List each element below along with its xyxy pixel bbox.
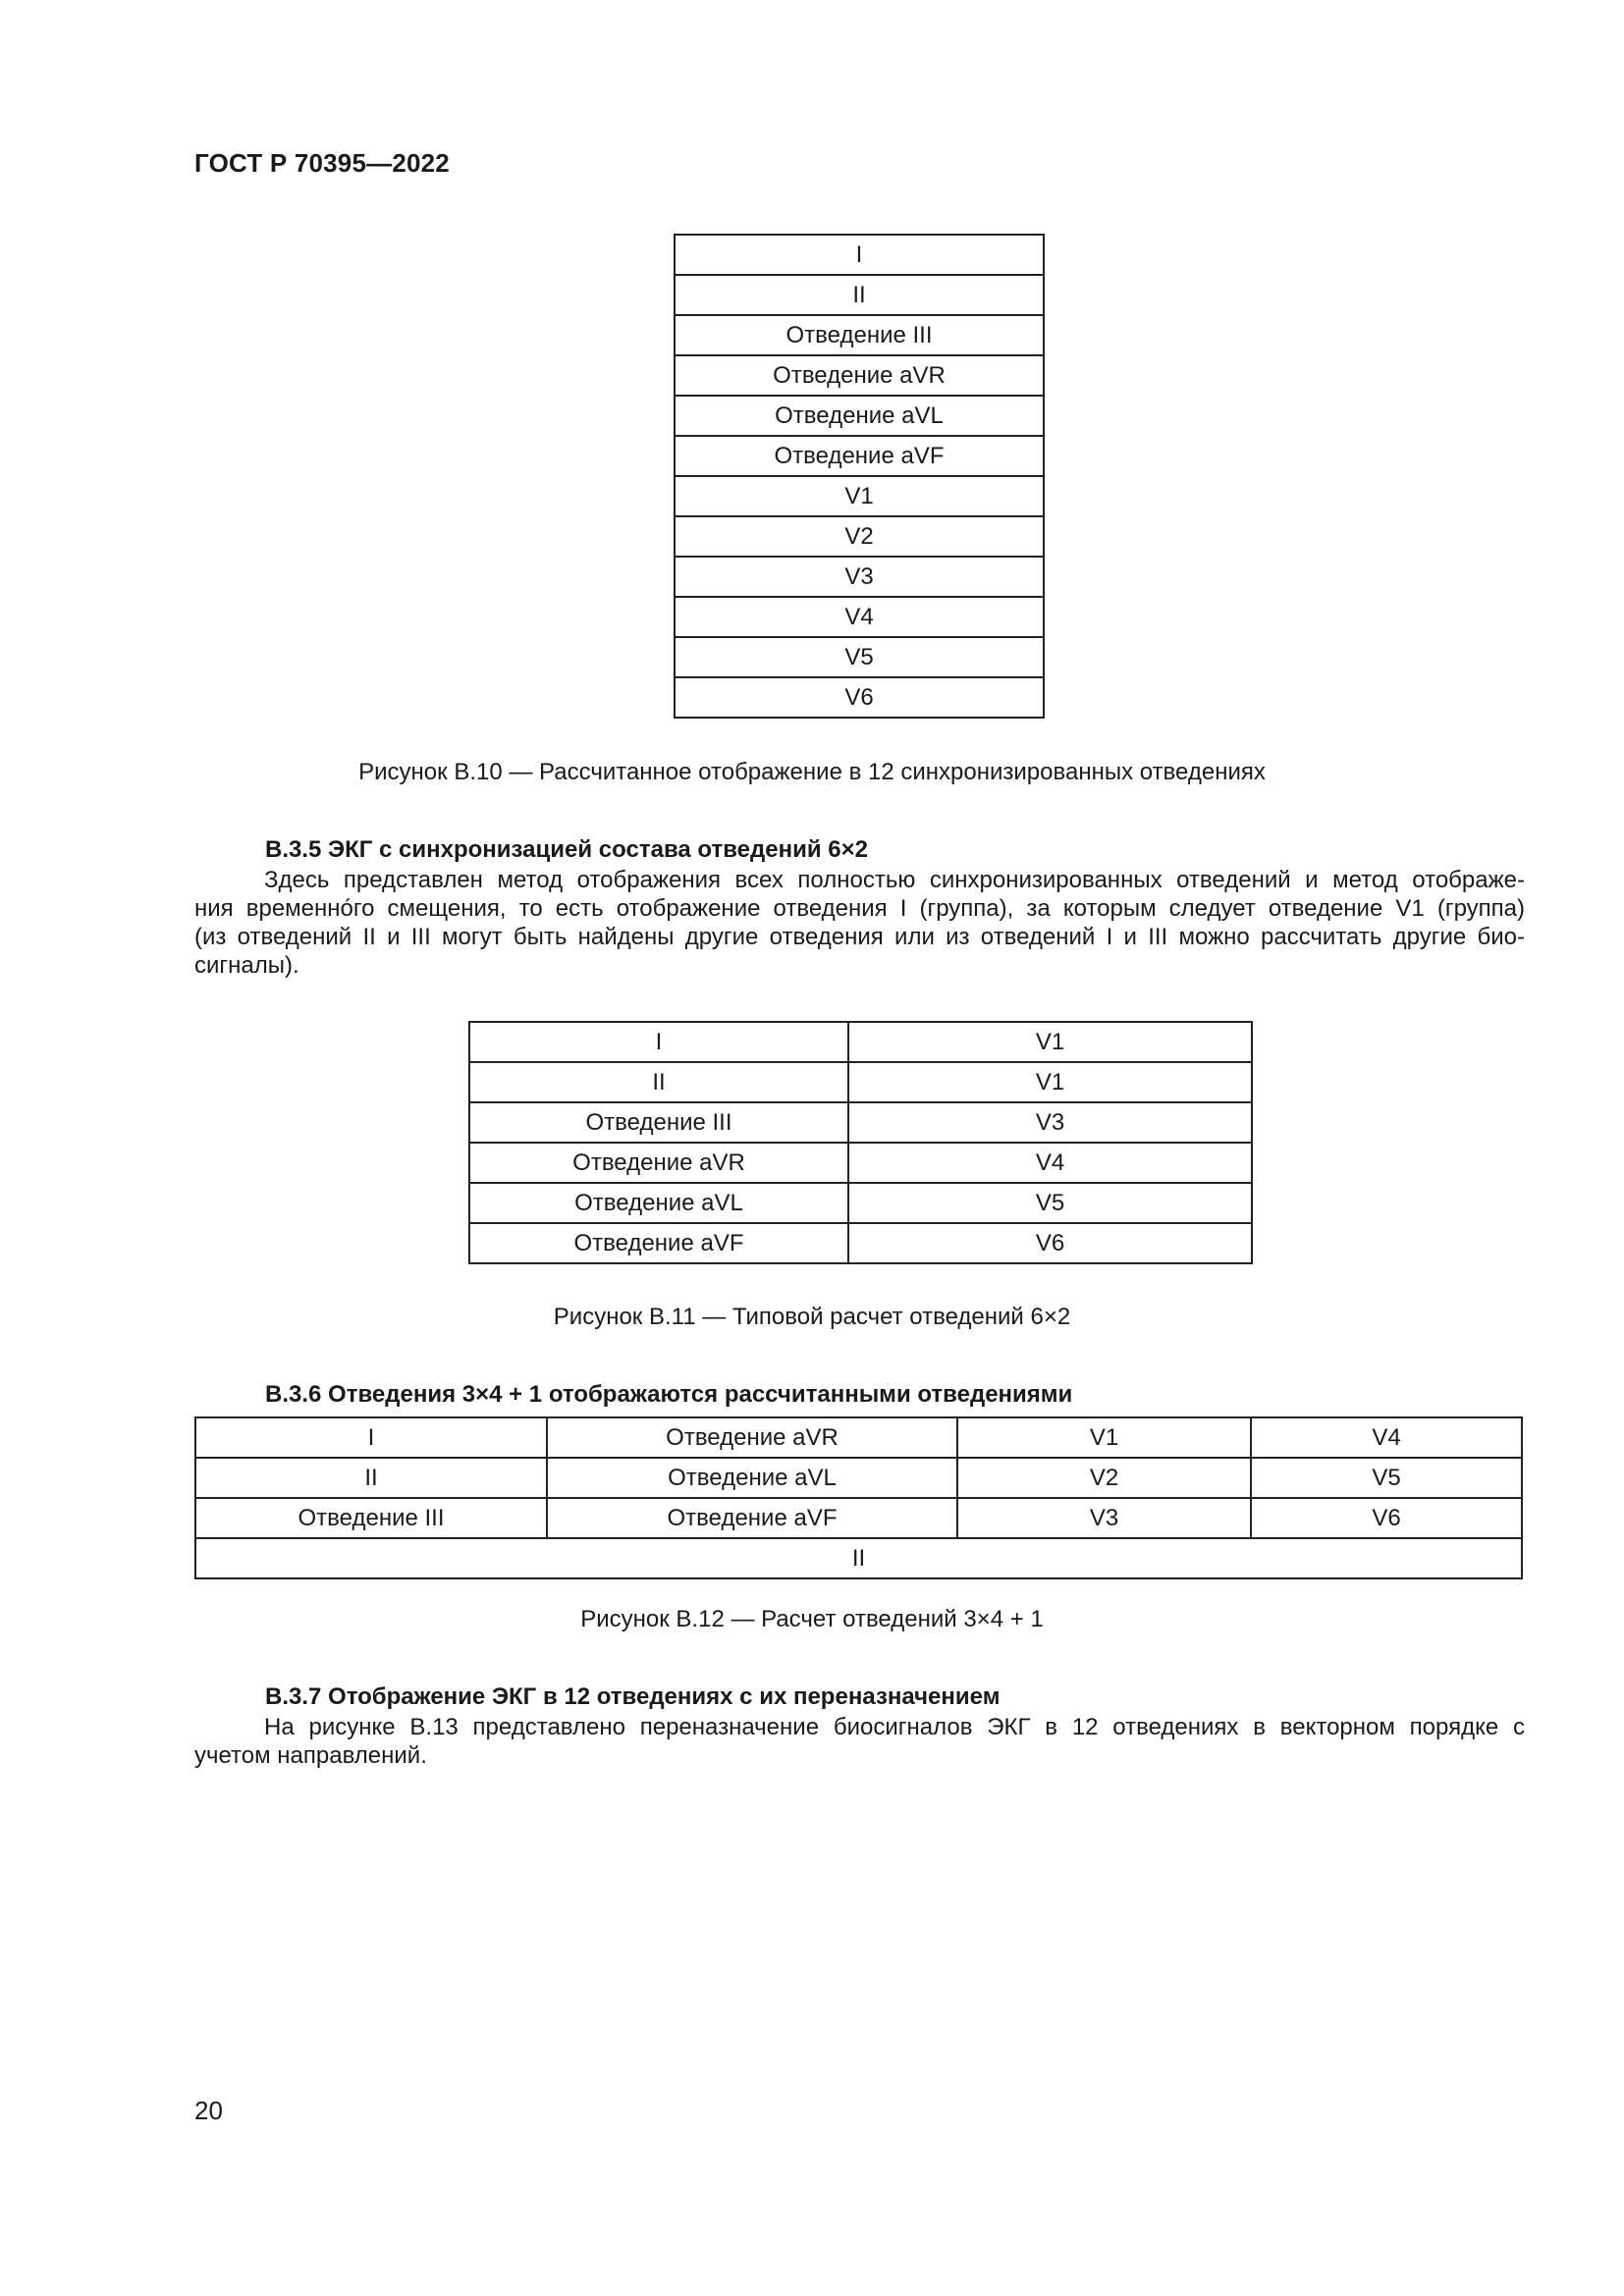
table-b12-cell: V1: [957, 1417, 1251, 1458]
table-b11-cell: Отведение aVL: [469, 1183, 848, 1223]
table-b10-cell: I: [675, 235, 1044, 275]
table-b12-cell: Отведение aVR: [547, 1417, 957, 1458]
table-b10-cell: Отведение aVF: [675, 436, 1044, 476]
table-b11-cell: V1: [848, 1062, 1252, 1102]
table-b10-cell: V6: [675, 677, 1044, 718]
table-b11-cell: V1: [848, 1022, 1252, 1062]
section-heading-b36: B.3.6 Отведения 3×4 + 1 отображаются рассчитанными отведениями: [265, 1381, 1073, 1408]
figure-caption-b12: Рисунок B.12 — Расчет отведений 3×4 + 1: [580, 1606, 1044, 1632]
table-b12-cell: V4: [1251, 1417, 1522, 1458]
table-b10-cell: V3: [675, 557, 1044, 597]
table-b12-cell: Отведение aVL: [547, 1458, 957, 1498]
table-b12-cell: Отведение aVF: [547, 1498, 957, 1538]
table-b11-cell: V5: [848, 1183, 1252, 1223]
table-b12-cell: V6: [1251, 1498, 1522, 1538]
document-header: ГОСТ Р 70395—2022: [194, 148, 450, 178]
paragraph-b35: [194, 866, 1525, 980]
table-b10: [674, 234, 1045, 719]
table-b12: [194, 1416, 1523, 1579]
table-b12-full-row: II: [195, 1538, 1522, 1578]
table-b11-cell: II: [469, 1062, 848, 1102]
page-number: 20: [194, 2096, 223, 2125]
table-b11-cell: Отведение III: [469, 1102, 848, 1143]
section-heading-b35: B.3.5 ЭКГ с синхронизацией состава отведений 6×2: [265, 836, 868, 863]
table-b11-cell: Отведение aVR: [469, 1143, 848, 1183]
paragraph-line: (из отведений II и III могут быть найдены другие отведения или из отведений I и III можно рассчитать другие био-: [194, 924, 1525, 950]
paragraph-line: учетом направлений.: [194, 1742, 427, 1769]
table-b12-cell: II: [195, 1458, 547, 1498]
table-b11-cell: V3: [848, 1102, 1252, 1143]
figure-caption-b11: Рисунок B.11 — Типовой расчет отведений 6×2: [553, 1304, 1071, 1330]
section-heading-b37: B.3.7 Отображение ЭКГ в 12 отведениях с их переназначением: [265, 1683, 1001, 1710]
paragraph-line: сигналы).: [194, 952, 299, 979]
table-b10-cell: V4: [675, 597, 1044, 637]
figure-caption-b10: Рисунок B.10 — Рассчитанное отображение в 12 синхронизированных отведениях: [358, 759, 1266, 785]
table-b11-cell: V6: [848, 1223, 1252, 1263]
table-b10-cell: II: [675, 275, 1044, 315]
table-b12-cell: Отведение III: [195, 1498, 547, 1538]
table-b12-cell: V5: [1251, 1458, 1522, 1498]
table-b11-cell: Отведение aVF: [469, 1223, 848, 1263]
table-b11-cell: V4: [848, 1143, 1252, 1183]
table-b10-cell: V5: [675, 637, 1044, 677]
table-b10-cell: V1: [675, 476, 1044, 516]
table-b10-cell: Отведение aVR: [675, 355, 1044, 396]
table-b11-cell: I: [469, 1022, 848, 1062]
paragraph-line: На рисунке B.13 представлено переназначение биосигналов ЭКГ в 12 отведениях в векторном порядке с: [264, 1714, 1525, 1740]
table-b10-cell: Отведение aVL: [675, 396, 1044, 436]
table-b10-cell: V2: [675, 516, 1044, 557]
paragraph-line: ния временно́го смещения, то есть отображение отведения I (группа), за которым следует отведение V1 (группа): [194, 895, 1525, 922]
table-b12-cell: V3: [957, 1498, 1251, 1538]
paragraph-line: Здесь представлен метод отображения всех полностью синхронизированных отведений и метод отображе-: [264, 867, 1525, 893]
paragraph-b37: [194, 1713, 1525, 1770]
table-b10-cell: Отведение III: [675, 315, 1044, 355]
table-b12-cell: I: [195, 1417, 547, 1458]
table-b12-cell: V2: [957, 1458, 1251, 1498]
table-b11: [468, 1021, 1253, 1264]
